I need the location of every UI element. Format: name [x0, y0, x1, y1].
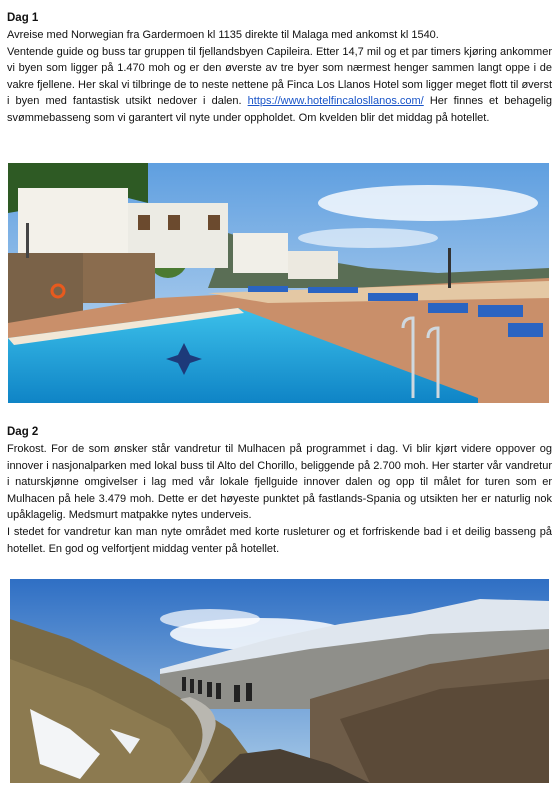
day1-heading: Dag 1: [7, 12, 39, 24]
day2-para1: Frokost. For de som ønsker står vandretur til Mulhacen på programmet i dag. Vi blir kjørt videre oppover og innover i nasjonalparken med lokal buss til Alto del Chorillo, beliggende på 2.700 moh. Her starter vår vandretur i naturskjønne omgivelser i lag med vår lokale fjellguide innover dalen og opp til målet for turen som er Mulhacen på hele 3.479 moh. Dette er det høyeste punktet på fastlands-Spania og utsikten her er naturlig nok upåklagelig. Medsmurt matpakke nytes underveis.: [7, 443, 552, 522]
hotel-pool-photo: [8, 163, 549, 403]
day2-text: [7, 441, 552, 557]
day2-para2: I stedet for vandretur kan man nyte området med korte rusleturer og et forfriskende bad i et deilig basseng på hotellet. En god og velfortjent middag venter på hotellet.: [7, 525, 552, 555]
day1-line2-after: Her finnes et behagelig svømmebasseng som vi garantert vil nyte under oppholdet. Om kvelden blir det middag på hotellet.: [7, 95, 553, 124]
day1-line2-before: Ventende guide og buss tar gruppen til fjellandsbyen Capileira. Etter 14,7 mil og et par timers kjøring ankommer vi byen som ligger på 1.470 moh og er den øverste av tre byer som nærmest henger sammen langt oppe i de vakre fjellene. Her skal vi tilbringe de to neste nettene på Finca Los Llanos Hotel som ligger meget flott til øverst i byen med fantastisk utsikt nedover i dalen.: [7, 45, 552, 108]
day1-line1: Avreise med Norwegian fra Gardermoen kl 1135 direkte til Malaga med ankomst kl 1540.: [7, 29, 439, 41]
day1-line2: [7, 44, 552, 127]
hotel-link[interactable]: https://www.hotelfincalosllanos.com/: [247, 95, 424, 108]
mountain-hike-photo: [10, 579, 549, 783]
day2-heading: Dag 2: [7, 426, 39, 438]
day1-text: [7, 27, 552, 127]
